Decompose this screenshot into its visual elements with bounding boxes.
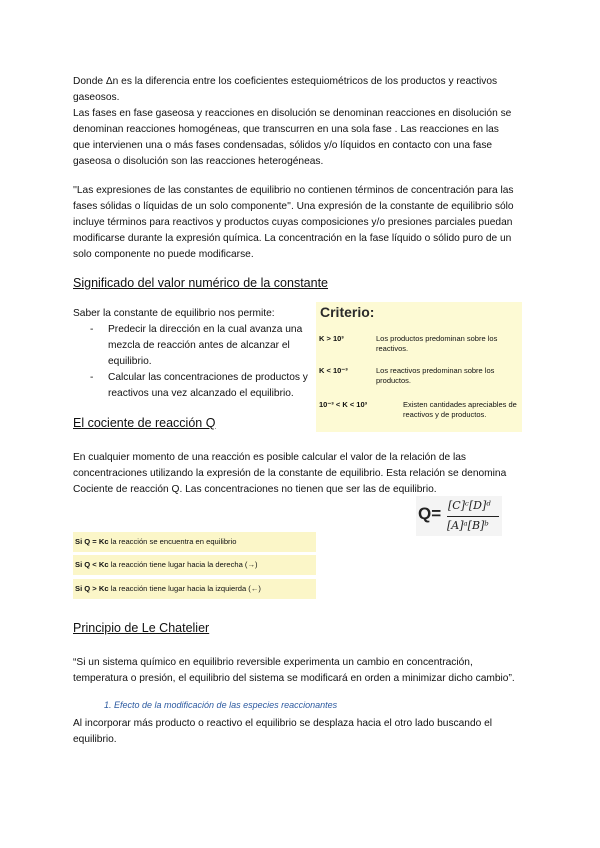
numbered-subheading: 1. Efecto de la modificación de las especies reaccionantes [104,700,338,710]
condition-row [73,532,316,552]
criterio-title: Criterio: [320,304,375,320]
criterio-condition: K < 10⁻³ [319,366,348,375]
section-heading-significado: Significado del valor numérico de la constante [73,276,329,290]
condition-row [73,555,316,575]
condition-label: Si Q = Kc [75,537,109,546]
formula-numerator: [C]ᶜ[D]ᵈ [448,499,491,512]
bullet-list [73,322,313,402]
criterio-description: Los reactivos predominan sobre los productos. [376,366,495,385]
le-chatelier-quote: “Si un sistema químico en equilibrio reversible experimenta un cambio en concentración, temperatura o presión, el equilibrio del sistema se modificará en orden a minimizar dicho cambio”. [73,657,515,684]
condition-label: Si Q < Kc [75,560,109,569]
section-heading-le-chatelier: Principio de Le Chatelier [73,621,210,635]
q-formula [416,496,502,536]
intro-paragraph-1: Donde Δn es la diferencia entre los coeficientes estequiométricos de los productos y reactivos gaseosos. [73,76,498,103]
criterio-condition: K > 10³ [319,334,344,343]
condition-text: la reacción tiene lugar hacia la derecha (→) [110,560,258,569]
condition-text: la reacción se encuentra en equilibrio [110,537,237,546]
intro-paragraph-2: Las fases en fase gaseosa y reacciones en disolución se denominan reacciones en disolución se denominan reacciones homogéneas, que transcurren en una sola fase . Las reacciones en las que intervienen una o más fases condensadas, sólidos y/o líquidos en contacto con una fase gaseosa o disolución son las reacciones heterogéneas. [73,108,512,167]
fraction-line [447,516,499,517]
formula-lhs: Q= [418,504,442,523]
section-intro: Saber la constante de equilibrio nos permite: [73,308,275,319]
cociente-paragraph: En cualquier momento de una reacción es posible calcular el valor de la relación de las concentraciones utilizando la expresión de la constante de equilibrio. Esta relación se denomina Cociente de reacción Q. Las concentraciones no tienen que ser las de equilibrio. [73,452,507,495]
condition-text: la reacción tiene lugar hacia la izquierda (←) [110,584,261,593]
criterio-description: Los productos predominan sobre los reactivos. [376,334,498,353]
bullet-item: - Predecir la dirección en la cual avanza una mezcla de reacción antes de alcanzar el equilibrio. [73,322,313,370]
le-chatelier-paragraph: Al incorporar más producto o reactivo el equilibrio se desplaza hacia el otro lado buscando el equilibrio. [73,718,493,745]
criterio-description: Existen cantidades apreciables de reactivos y de productos. [403,400,517,419]
bullet-item: - Calcular las concentraciones de productos y reactivos una vez alcanzado el equilibrio. [73,370,313,402]
condition-label: Si Q > Kc [75,584,109,593]
section-heading-cociente: El cociente de reacción Q [73,416,216,430]
formula-denominator: [A]ᵃ[B]ᵇ [447,519,489,532]
criterio-condition: 10⁻³ < K < 10³ [319,400,368,409]
quote-paragraph: ''Las expresiones de las constantes de equilibrio no contienen términos de concentración para las fases sólidas o líquidas de un solo componente''. Una expresión de la constante de equilibrio sólo incluye términos para reactivos y productos cuyas composiciones y/o presiones parciales puedan modificarse durante la expresión química. La concentración en la fase líquido o sólido puro de un solo componente no puede modificarse. [73,185,514,260]
criterio-box [316,302,522,432]
condition-row [73,579,316,599]
